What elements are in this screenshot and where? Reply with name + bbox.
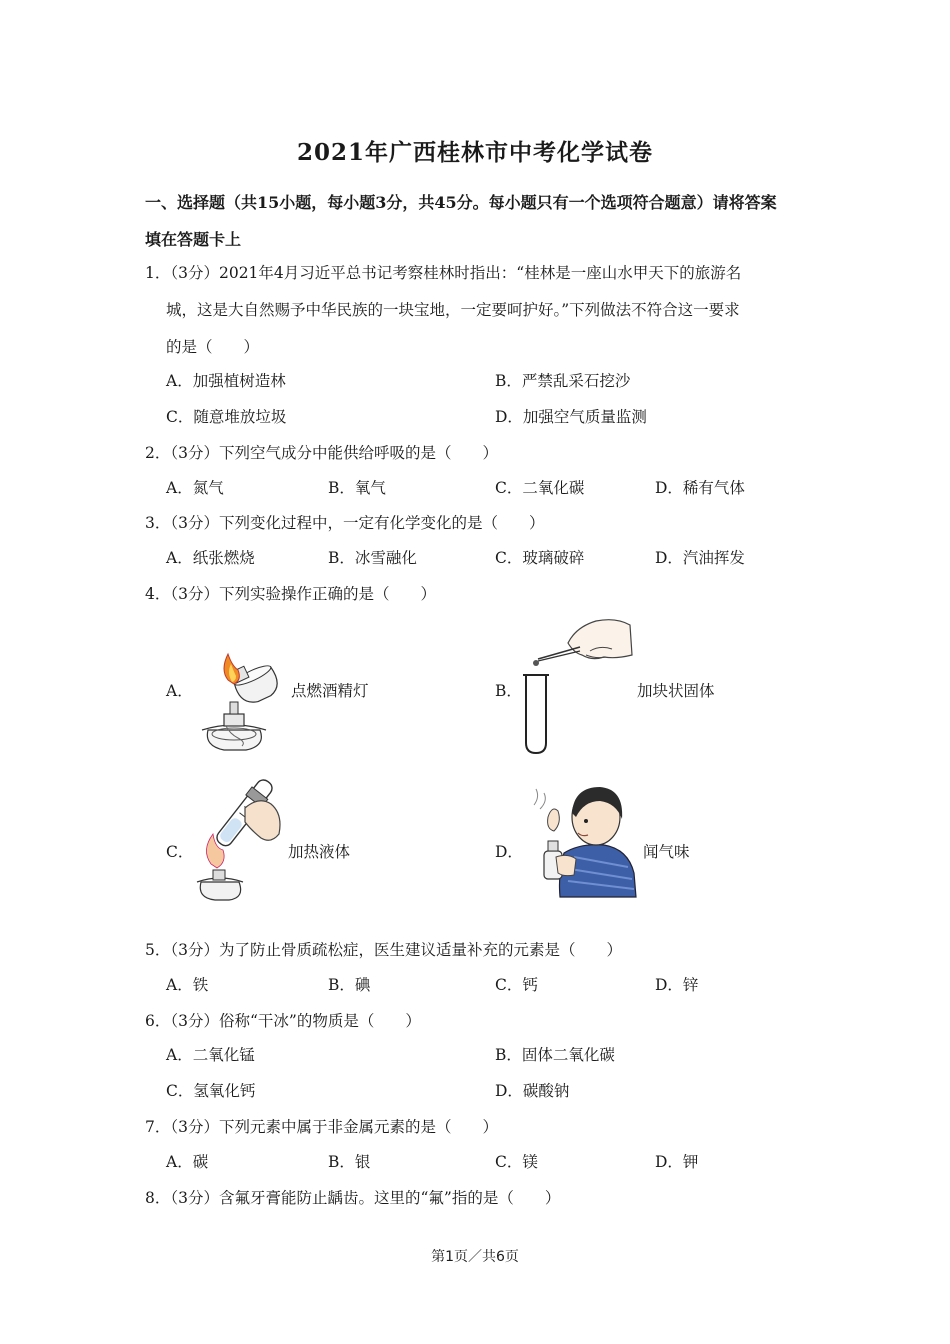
smelling-gas-boy-illustration [530, 783, 640, 898]
q5-option-d: D．锌 [655, 976, 699, 994]
q3-stem: 3．（3分）下列变化过程中，一定有化学变化的是（ ） [145, 514, 545, 532]
q4-d-caption: 闻气味 [643, 843, 690, 861]
q7-stem: 7．（3分）下列元素中属于非金属元素的是（ ） [145, 1118, 498, 1136]
q4-b-caption: 加块状固体 [637, 682, 715, 700]
q6-option-b: B．固体二氧化碳 [495, 1046, 615, 1064]
q1-stem-line2: 城，这是大自然赐予中华民族的一块宝地，一定要呵护好。”下列做法不符合这一要求 [166, 301, 740, 319]
q1-option-b: B．严禁乱采石挖沙 [495, 372, 631, 390]
q1-stem-line3: 的是（ ） [166, 338, 260, 356]
q3-option-c: C．玻璃破碎 [495, 549, 585, 567]
page-footer: 第1页／共6页 [431, 1249, 519, 1265]
q5-option-b: B．碘 [328, 976, 371, 994]
q1-option-c: C．随意堆放垃圾 [166, 408, 287, 426]
q6-option-c: C．氢氧化钙 [166, 1082, 256, 1100]
q2-stem: 2．（3分）下列空气成分中能供给呼吸的是（ ） [145, 444, 498, 462]
q4-stem: 4．（3分）下列实验操作正确的是（ ） [145, 585, 436, 603]
section-heading-line1: 一、选择题（共15小题，每小题3分，共45分。每小题只有一个选项符合题意）请将答案 [145, 193, 777, 212]
heating-liquid-illustration [193, 778, 288, 903]
q1-stem-line1: 1．（3分）2021年4月习近平总书记考察桂林时指出：“桂林是一座山水甲天下的旅游名 [145, 264, 742, 282]
q4-a-label: A． [166, 682, 193, 700]
alcohol-lamp-lighting-illustration [194, 650, 294, 754]
q4-a-caption: 点燃酒精灯 [291, 682, 369, 700]
q2-option-c: C．二氧化碳 [495, 479, 585, 497]
q2-option-a: A．氮气 [166, 479, 224, 497]
q6-stem: 6．（3分）俗称“干冰”的物质是（ ） [145, 1012, 421, 1030]
q4-b-label: B． [495, 682, 522, 700]
q7-option-c: C．镁 [495, 1153, 538, 1171]
q4-c-caption: 加热液体 [288, 843, 351, 861]
page-title: 2021年广西桂林市中考化学试卷 [296, 139, 653, 166]
q2-option-b: B．氧气 [328, 479, 386, 497]
q7-option-d: D．钾 [655, 1153, 699, 1171]
q2-option-d: D．稀有气体 [655, 479, 745, 497]
q7-option-b: B．银 [328, 1153, 371, 1171]
q8-stem: 8．（3分）含氟牙膏能防止龋齿。这里的“氟”指的是（ ） [145, 1189, 561, 1207]
q6-option-d: D．碳酸钠 [495, 1082, 570, 1100]
q4-c-label: C． [166, 843, 194, 861]
q1-option-a: A．加强植树造林 [166, 372, 286, 390]
test-tube-tweezers-illustration [520, 615, 635, 755]
q3-option-a: A．纸张燃烧 [166, 549, 255, 567]
q5-option-a: A．铁 [166, 976, 209, 994]
q5-stem: 5．（3分）为了防止骨质疏松症，医生建议适量补充的元素是（ ） [145, 941, 622, 959]
q6-option-a: A．二氧化锰 [166, 1046, 255, 1064]
q3-option-d: D．汽油挥发 [655, 549, 745, 567]
q5-option-c: C．钙 [495, 976, 538, 994]
q3-option-b: B．冰雪融化 [328, 549, 417, 567]
q1-option-d: D．加强空气质量监测 [495, 408, 647, 426]
q4-d-label: D． [495, 843, 523, 861]
q7-option-a: A．碳 [166, 1153, 209, 1171]
section-heading-line2: 填在答题卡上 [145, 230, 242, 249]
